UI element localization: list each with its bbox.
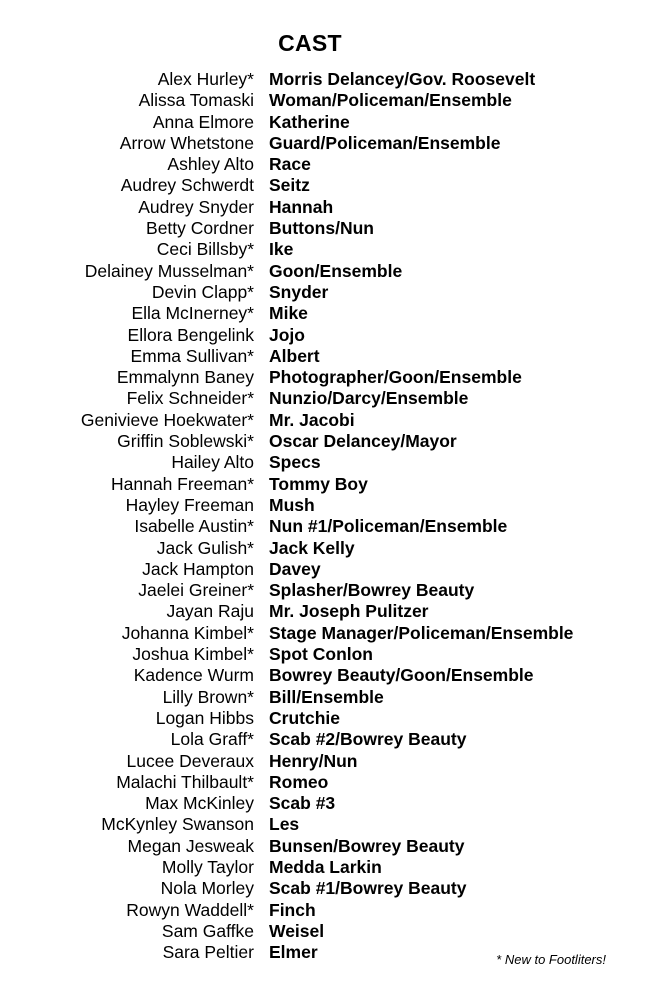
actor-name: Ashley Alto <box>167 154 254 175</box>
role-name: Mush <box>269 494 315 515</box>
role-name: Crutchie <box>269 707 340 728</box>
actor-name: Audrey Schwerdt <box>120 175 254 196</box>
actor-name: Kadence Wurm <box>133 665 254 686</box>
actor-name: Genivieve Hoekwater* <box>80 409 254 430</box>
cast-row <box>0 601 650 622</box>
actor-name: Lucee Deveraux <box>126 750 254 771</box>
role-name: Morris Delancey/Gov. Roosevelt <box>269 69 536 89</box>
cast-row <box>0 623 650 644</box>
role-name: Bunsen/Bowrey Beauty <box>269 835 465 856</box>
cast-row <box>0 516 650 537</box>
role-name: Mr. Jacobi <box>269 409 355 430</box>
role-name: Woman/Policeman/Ensemble <box>269 90 512 111</box>
actor-name: Lilly Brown* <box>162 686 254 707</box>
cast-row <box>0 793 650 814</box>
actor-name: Emmalynn Baney <box>116 367 254 388</box>
actor-name: Rowyn Waddell* <box>126 899 254 920</box>
cast-row <box>0 708 650 729</box>
actor-name: Lola Graff* <box>170 729 254 750</box>
role-name: Ike <box>269 239 294 260</box>
role-name: Finch <box>269 899 316 920</box>
actor-name: Alex Hurley* <box>157 69 254 89</box>
actor-name: Devin Clapp* <box>151 281 254 302</box>
role-name: Tommy Boy <box>269 473 368 494</box>
role-name: Oscar Delancey/Mayor <box>269 431 457 452</box>
cast-row <box>0 346 650 367</box>
actor-name: Johanna Kimbel* <box>121 622 254 643</box>
role-name: Medda Larkin <box>269 856 382 877</box>
cast-row <box>0 112 650 133</box>
actor-name: Ella McInerney* <box>131 303 254 324</box>
actor-name: Malachi Thilbault* <box>116 771 254 792</box>
actor-name: Sam Gaffke <box>161 920 254 941</box>
cast-row <box>0 495 650 516</box>
cast-row <box>0 729 650 750</box>
role-name: Les <box>269 814 300 835</box>
role-name: Jack Kelly <box>269 537 355 558</box>
footnote: * New to Footliters! <box>496 952 606 967</box>
role-name: Albert <box>269 345 320 366</box>
actor-name: Jayan Raju <box>166 601 254 622</box>
cast-row <box>0 197 650 218</box>
actor-name: Betty Cordner <box>146 218 254 239</box>
role-name: Mr. Joseph Pulitzer <box>269 601 429 622</box>
role-name: Nunzio/Darcy/Ensemble <box>269 388 469 409</box>
actor-name: Audrey Snyder <box>138 196 254 217</box>
cast-row <box>0 559 650 580</box>
cast-row <box>0 665 650 686</box>
role-name: Elmer <box>269 942 318 963</box>
cast-row <box>0 218 650 239</box>
role-name: Goon/Ensemble <box>269 260 403 281</box>
actor-name: Griffin Soblewski* <box>117 431 254 452</box>
actor-name: Logan Hibbs <box>155 707 254 728</box>
actor-name: Hannah Freeman* <box>111 473 254 494</box>
role-name: Guard/Policeman/Ensemble <box>269 132 501 153</box>
actor-name: Sara Peltier <box>162 942 254 963</box>
role-name: Seitz <box>269 175 310 196</box>
role-name: Splasher/Bowrey Beauty <box>269 580 475 601</box>
cast-row <box>0 814 650 835</box>
actor-name: Alissa Tomaski <box>138 90 254 111</box>
role-name: Henry/Nun <box>269 750 358 771</box>
cast-row <box>0 751 650 772</box>
actor-name: Felix Schneider* <box>126 388 254 409</box>
cast-row <box>0 431 650 452</box>
role-name: Romeo <box>269 771 329 792</box>
actor-name: Jaelei Greiner* <box>138 580 254 601</box>
role-name: Davey <box>269 558 321 579</box>
cast-row <box>0 836 650 857</box>
role-name: Scab #1/Bowrey Beauty <box>269 878 467 899</box>
page-title: CAST <box>278 30 342 56</box>
actor-name: Ellora Bengelink <box>127 324 254 345</box>
cast-row <box>0 367 650 388</box>
cast-row <box>0 133 650 154</box>
actor-name: Isabelle Austin* <box>134 516 254 537</box>
cast-row <box>0 452 650 473</box>
cast-row <box>0 239 650 260</box>
role-name: Nun #1/Policeman/Ensemble <box>269 516 508 537</box>
cast-row <box>0 175 650 196</box>
role-name: Scab #3 <box>269 793 336 814</box>
cast-row <box>0 921 650 942</box>
actor-name: Emma Sullivan* <box>130 345 254 366</box>
cast-row <box>0 580 650 601</box>
cast-list <box>0 69 650 963</box>
actor-name: McKynley Swanson <box>101 814 254 835</box>
role-name: Bill/Ensemble <box>269 686 384 707</box>
role-name: Bowrey Beauty/Goon/Ensemble <box>269 665 534 686</box>
role-name: Photographer/Goon/Ensemble <box>269 367 522 388</box>
cast-row <box>0 325 650 346</box>
actor-name: Nola Morley <box>160 878 254 899</box>
actor-name: Delainey Musselman* <box>84 260 254 281</box>
role-name: Spot Conlon <box>269 644 374 665</box>
actor-name: Joshua Kimbel* <box>132 644 254 665</box>
actor-name: Molly Taylor <box>161 856 254 877</box>
cast-row <box>0 282 650 303</box>
role-name: Snyder <box>269 281 329 302</box>
actor-name: Max McKinley <box>145 793 254 814</box>
cast-row <box>0 900 650 921</box>
cast-row <box>0 772 650 793</box>
role-name: Katherine <box>269 111 350 132</box>
role-name: Weisel <box>269 920 325 941</box>
actor-name: Anna Elmore <box>152 111 254 132</box>
actor-name: Jack Gulish* <box>156 537 254 558</box>
role-name: Race <box>269 154 311 175</box>
cast-row <box>0 878 650 899</box>
cast-row <box>0 261 650 282</box>
actor-name: Hailey Alto <box>171 452 254 473</box>
cast-row <box>0 857 650 878</box>
role-name: Specs <box>269 452 321 473</box>
cast-row <box>0 69 650 90</box>
role-name: Mike <box>269 303 308 324</box>
role-name: Hannah <box>269 196 334 217</box>
actor-name: Jack Hampton <box>142 558 254 579</box>
cast-row <box>0 388 650 409</box>
actor-name: Arrow Whetstone <box>119 132 254 153</box>
cast-row <box>0 644 650 665</box>
cast-row <box>0 410 650 431</box>
cast-row <box>0 687 650 708</box>
cast-row <box>0 303 650 324</box>
cast-row <box>0 90 650 111</box>
role-name: Stage Manager/Policeman/Ensemble <box>269 622 574 643</box>
actor-name: Ceci Billsby* <box>156 239 254 260</box>
cast-row <box>0 154 650 175</box>
role-name: Buttons/Nun <box>269 218 374 239</box>
actor-name: Hayley Freeman <box>125 494 254 515</box>
cast-row <box>0 474 650 495</box>
role-name: Scab #2/Bowrey Beauty <box>269 729 467 750</box>
cast-row <box>0 538 650 559</box>
role-name: Jojo <box>269 324 305 345</box>
actor-name: Megan Jesweak <box>127 835 254 856</box>
